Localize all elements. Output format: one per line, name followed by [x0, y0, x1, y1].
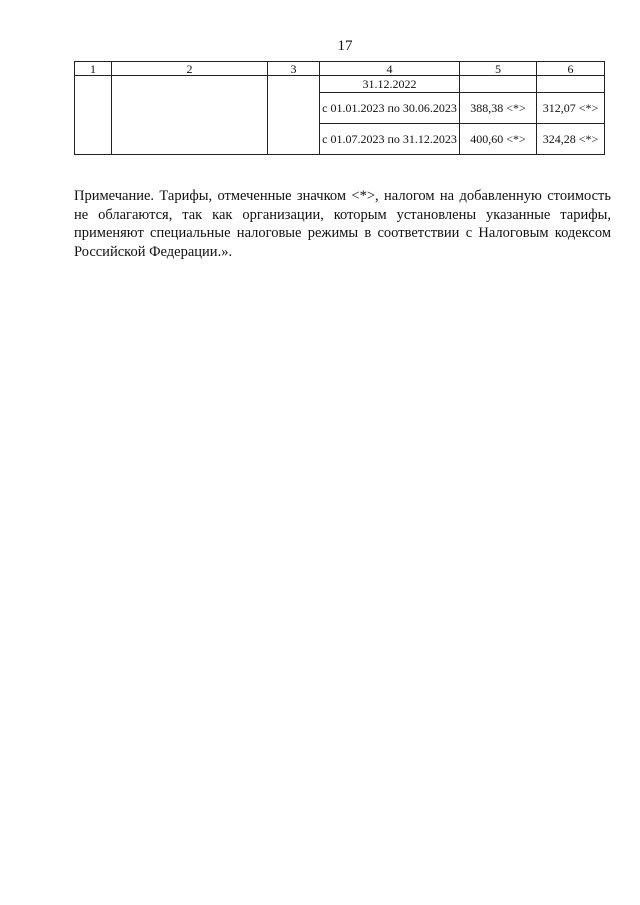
tariff-value-cell — [537, 76, 605, 93]
table-cell-col3 — [268, 76, 320, 155]
tariff-value-cell: 388,38 <*> — [460, 93, 537, 124]
column-header: 5 — [460, 62, 537, 76]
period-cell: с 01.07.2023 по 31.12.2023 — [320, 124, 460, 155]
tariff-value-cell: 312,07 <*> — [537, 93, 605, 124]
tariff-value-cell — [460, 76, 537, 93]
table-cell-col2 — [112, 76, 268, 155]
page-number: 17 — [337, 38, 353, 54]
table-row — [75, 76, 605, 93]
period-cell: с 01.01.2023 по 30.06.2023 — [320, 93, 460, 124]
table-header-row — [75, 62, 605, 76]
table-cell-col1 — [75, 76, 112, 155]
column-header: 3 — [268, 62, 320, 76]
tariff-value-cell: 400,60 <*> — [460, 124, 537, 155]
tariff-table — [74, 61, 605, 155]
column-header: 1 — [75, 62, 112, 76]
column-header: 4 — [320, 62, 460, 76]
tariff-value-cell: 324,28 <*> — [537, 124, 605, 155]
note-paragraph: Примечание. Тарифы, отмеченные значком <*>, налогом на добавленную стоимость не облагаются, так как организации, которым установлены указанные тарифы, применяют специальные налоговые режимы в соответствии с Налоговым кодексом Российской Федерации.». — [74, 188, 611, 260]
column-header: 6 — [537, 62, 605, 76]
column-header: 2 — [112, 62, 268, 76]
period-cell: 31.12.2022 — [320, 76, 460, 93]
